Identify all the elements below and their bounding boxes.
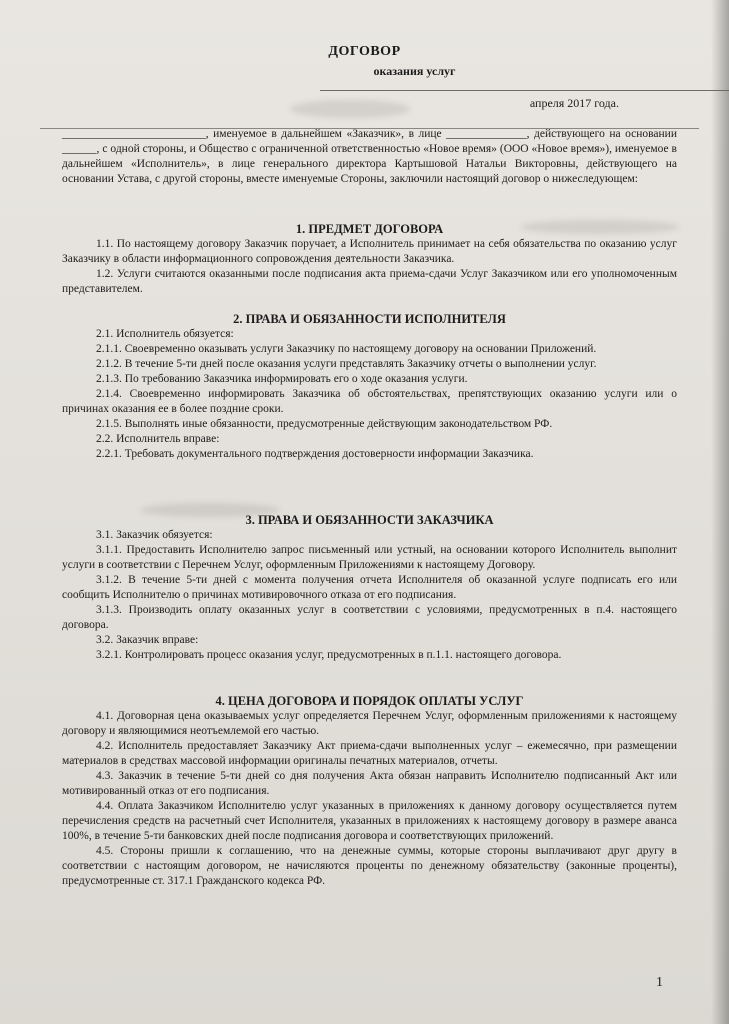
clause: 3.1.1. Предоставить Исполнителю запрос письменный или устный, на основании которого Исполнитель выполнит услуги в соответствии с Перечнем Услуг, оформленным Приложениями к настоящему Договору. <box>62 544 677 571</box>
section-1 <box>62 222 677 297</box>
clause: 4.1. Договорная цена оказываемых услуг определяется Перечнем Услуг, оформленным приложениями к настоящему договору и являющимися неотъемлемой его частью. <box>62 710 677 737</box>
clause: 2.1.4. Своевременно информировать Заказчика об обстоятельствах, препятствующих оказанию услуги или о причинах оказания ее в более поздние сроки. <box>62 388 677 415</box>
clause: 3.1.3. Производить оплату оказанных услуг в соответствии с условиями, предусмотренных в п.4. настоящего договора. <box>62 604 677 631</box>
clause: 3.2.1. Контролировать процесс оказания услуг, предусмотренных в п.1.1. настоящего договора. <box>96 649 562 661</box>
clause: 3.2. Заказчик вправе: <box>96 634 199 646</box>
section-2 <box>62 312 677 462</box>
document-subtitle: оказания услуг <box>373 64 456 78</box>
header-rule <box>320 90 729 91</box>
scan-smudge <box>290 100 410 118</box>
clause: 2.1.1. Своевременно оказывать услуги Заказчику по настоящему договору на основании Приложений. <box>96 343 597 355</box>
preamble <box>62 127 677 187</box>
clause: 1.1. По настоящему договору Заказчик поручает, а Исполнитель принимает на себя обязательства по оказанию услуг Заказчику в области информационного сопровождения деятельности Заказчика. <box>62 238 677 265</box>
clause: 2.2.1. Требовать документального подтверждения достоверности информации Заказчика. <box>96 448 534 460</box>
clause: 2.1.5. Выполнять иные обязанности, предусмотренные действующим законодательством РФ. <box>96 418 553 430</box>
clause: 2.1. Исполнитель обязуется: <box>96 328 234 340</box>
section-heading: 2. ПРАВА И ОБЯЗАННОСТИ ИСПОЛНИТЕЛЯ <box>233 312 506 326</box>
clause: 2.2. Исполнитель вправе: <box>96 433 220 445</box>
clause: 2.1.3. По требованию Заказчика информировать его о ходе оказания услуги. <box>96 373 468 385</box>
clause: 3.1.2. В течение 5-ти дней с момента получения отчета Исполнителя об оказанной услуге подписать его или сообщить Исполнителю о причинах мотивировочного отказа от его подписания. <box>62 574 677 601</box>
clause: 4.2. Исполнитель предоставляет Заказчику Акт приема-сдачи выполненных услуг – ежемесячно, при размещении материалов в средствах массовой информации оригиналы печатных материалов, отчеты. <box>62 740 677 767</box>
clause: 3.1. Заказчик обязуется: <box>96 529 213 541</box>
section-heading: 3. ПРАВА И ОБЯЗАННОСТИ ЗАКАЗЧИКА <box>245 513 494 527</box>
page-number: 1 <box>656 975 663 990</box>
document-date: апреля 2017 года. <box>529 96 619 110</box>
section-heading: 1. ПРЕДМЕТ ДОГОВОРА <box>295 222 444 236</box>
clause: 4.3. Заказчик в течение 5-ти дней со дня получения Акта обязан направить Исполнителю подписанный Акт или мотивированный отказ от его подписания. <box>62 770 677 797</box>
clause: 4.5. Стороны пришли к соглашению, что на денежные суммы, которые стороны выплачивают друг другу в соответствии с настоящим договором, не начисляются проценты по денежному обязательству (законные проценты), предусмотренные ст. 317.1 Гражданского кодекса РФ. <box>62 845 677 887</box>
clause: 2.1.2. В течение 5-ти дней после оказания услуги представлять Заказчику отчеты о выполнении услуг. <box>96 358 597 370</box>
scan-edge-shadow <box>711 0 729 1024</box>
clause: 4.4. Оплата Заказчиком Исполнителю услуг указанных в приложениях к данному договору осуществляется путем перечисления средств на расчетный счет Исполнителя, указанных в приложениях к настоящему договору в размере аванса 100%, в течение 5-ти банковских дней после подписания договора и соответствующих приложений. <box>62 800 677 842</box>
preamble-text: _________________________, именуемое в дальнейшем «Заказчик», в лице ______________, действующего на основании ______, с одной стороны, и Общество с ограниченной ответственностью «Новое время» (ООО «Новое время»), именуемое в дальнейшем «Исполнитель», в лице генерального директора Картышовой Натальи Викторовны, действующего на основании Устава, с другой стороны, вместе именуемые Стороны, заключили настоящий договор о нижеследующем: <box>62 128 677 185</box>
clause: 1.2. Услуги считаются оказанными после подписания акта приема-сдачи Услуг Заказчиком или его уполномоченным представителем. <box>62 268 677 295</box>
section-heading: 4. ЦЕНА ДОГОВОРА И ПОРЯДОК ОПЛАТЫ УСЛУГ <box>215 694 524 708</box>
section-3 <box>62 513 677 663</box>
section-4 <box>62 694 677 889</box>
document-title: ДОГОВОР <box>328 44 401 59</box>
